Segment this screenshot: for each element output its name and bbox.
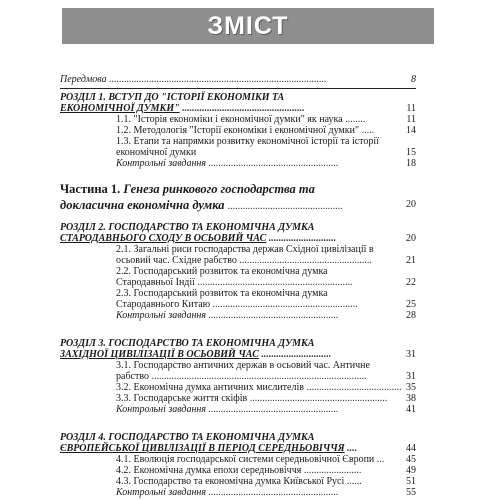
toc-page-number: 41: [406, 404, 416, 415]
toc-page-number: 22: [406, 277, 416, 288]
leader-dots: ............................: [261, 349, 332, 360]
toc-entry-2-control: [116, 310, 416, 321]
leader-dots: ....................................................: [208, 158, 339, 169]
toc-page-number: 11: [406, 103, 416, 114]
toc-entry-label: рабство: [116, 371, 149, 382]
toc-entry-3-1-line1: 3.1. Господарство античних держав в осьовий час. Античне: [116, 360, 370, 371]
toc-entry-2-1: [116, 255, 416, 266]
toc-entry-4-2: [116, 465, 416, 476]
toc-entry-3-3: [116, 393, 416, 404]
part-1-title: Генеза ринкового господарства та: [123, 182, 315, 196]
toc-entry-label: Контрольні завдання: [116, 487, 207, 498]
toc-entry-1-1: [116, 114, 416, 125]
toc-entry-2-2: [116, 277, 416, 288]
toc-page-number: 14: [406, 125, 416, 136]
leader-dots: ..............................................................: [197, 277, 353, 288]
toc-entry-1-3-line1: 1.3. Етапи та напрямки розвитку економічної історії та історії: [116, 136, 379, 147]
section-2-title-line2: СТАРОДАВНЬОГО СХОДУ В ОСЬОВИЙ ЧАС: [60, 233, 267, 244]
toc-page-number: 8: [411, 74, 416, 85]
leader-dots: .....: [361, 125, 375, 136]
toc-page-number: 31: [406, 349, 416, 360]
part-1-title-line1: [60, 182, 416, 196]
toc-page-number: 28: [406, 310, 416, 321]
divider: [60, 88, 416, 89]
toc-entry-label: Контрольні завдання: [116, 310, 207, 321]
toc-page-number: 21: [406, 255, 416, 266]
toc-entry-1-control: [116, 158, 416, 169]
leader-dots: ...: [376, 454, 385, 465]
leader-dots: ....: [347, 443, 358, 454]
leader-dots: ....................................................: [208, 404, 339, 415]
toc-entry-label: 3.3. Господарське життя скіфів: [116, 393, 248, 404]
toc-entry-section-4: [60, 443, 416, 454]
section-4-title-line2: ЄВРОПЕЙСЬКОЇ ЦИВІЛІЗАЦІЇ В ПЕРІОД СЕРЕДНЬОВІЧЧЯ: [60, 443, 345, 454]
toc-entry-3-1: [116, 371, 416, 382]
toc-page-number: 38: [406, 393, 416, 404]
toc-entry-3-control: [116, 404, 416, 415]
part-1-label: Частина 1.: [60, 182, 121, 196]
toc-entry-label: 4.2. Економічна думка епохи середньовіччя: [116, 465, 302, 476]
section-3-title-line2: ЗАХІДНОЇ ЦИВІЛІЗАЦІЇ В ОСЬОВИЙ ЧАС: [60, 349, 259, 360]
toc-entry-intro: [60, 74, 416, 85]
section-3-title-line1: РОЗДІЛ 3. ГОСПОДАРСТВО ТА ЕКОНОМІЧНА ДУМКА: [60, 338, 315, 349]
toc-page-number: 11: [406, 114, 416, 125]
leader-dots: ......: [346, 476, 362, 487]
toc-entry-label: 1.1. "Історія економіки і економічної думки" як наука: [116, 114, 343, 125]
toc-entry-4-1: [116, 454, 416, 465]
toc-entry-4-control: [116, 487, 416, 498]
leader-dots: ..............................................: [227, 201, 343, 212]
leader-dots: .......................................................: [249, 393, 388, 404]
leader-dots: .................................................: [182, 103, 305, 114]
section-1-title-line2: ЕКОНОМІЧНОЇ ДУМКИ": [60, 103, 180, 114]
toc-entry-2-3: [116, 299, 416, 310]
toc-page-number: 20: [406, 199, 416, 210]
leader-dots: .......................................................................................: [109, 74, 327, 85]
toc-page-number: 45: [406, 454, 416, 465]
toc-entry-label: Стародавньої Індії: [116, 277, 195, 288]
toc-entry-1-3: [116, 147, 416, 158]
leader-dots: ........: [345, 114, 366, 125]
title-banner: [62, 8, 434, 44]
toc-entry-label: 4.3. Господарство та економічна думка Київської Русі: [116, 476, 345, 487]
leader-dots: ......................................................................................: [151, 371, 367, 382]
section-4-title-line1: РОЗДІЛ 4. ГОСПОДАРСТВО ТА ЕКОНОМІЧНА ДУМКА: [60, 432, 315, 443]
leader-dots: .....................................................: [239, 255, 372, 266]
toc-page-number: 20: [406, 233, 416, 244]
toc-entry-label: Контрольні завдання: [116, 158, 207, 169]
toc-page-number: 15: [406, 147, 416, 158]
page-title: ЗМІСТ: [207, 11, 289, 40]
toc-entry-label: 1.2. Методологія "Історії економіки і економічної думки": [116, 125, 360, 136]
toc-page-number: 44: [406, 443, 416, 454]
leader-dots: ......................................: [306, 382, 402, 393]
toc-entry-label: 4.1. Еволюція господарської системи середньовічної Європи: [116, 454, 375, 465]
toc-page-number: 55: [406, 487, 416, 498]
toc-entry-2-1-line1: 2.1. Загальні риси господарства держав Східної цивілізації в: [116, 244, 374, 255]
leader-dots: .......................: [303, 465, 362, 476]
toc-page-number: 35: [406, 382, 416, 393]
section-1-title-line1: РОЗДІЛ 1. ВСТУП ДО "ІСТОРІЇ ЕКОНОМІКИ ТА: [60, 92, 285, 103]
toc-page-number: 49: [406, 465, 416, 476]
toc-entry-section-3: [60, 349, 416, 360]
leader-dots: ....................................................: [208, 487, 339, 498]
toc-entry-3-2: [116, 382, 416, 393]
leader-dots: ...........................: [268, 233, 337, 244]
toc-page-number: 51: [406, 476, 416, 487]
section-2-title-line1: РОЗДІЛ 2. ГОСПОДАРСТВО ТА ЕКОНОМІЧНА ДУМКА: [60, 222, 315, 233]
toc-entry-section-2: [60, 233, 416, 244]
toc-entry-2-2-line1: 2.2. Господарський розвиток та економічна думка: [116, 266, 328, 277]
toc-entry-4-3: [116, 476, 416, 487]
toc-entry-1-2: [116, 125, 416, 136]
toc-entry-label: 3.2. Економічна думка античних мислителів: [116, 382, 304, 393]
toc-entry-2-3-line1: 2.3. Господарський розвиток та економічна думка: [116, 288, 328, 299]
part-1-title-line2: докласична економічна думка: [60, 198, 225, 212]
toc-entry-label: осьовий час. Східне рабство: [116, 255, 237, 266]
toc-entry-section-1: [60, 103, 416, 114]
toc-entry-label: економічної думки: [116, 147, 197, 158]
toc-entry-label: Контрольні завдання: [116, 404, 207, 415]
toc-page-number: 31: [406, 371, 416, 382]
toc-entry-label: Передмова: [60, 74, 107, 85]
toc-entry-label: Стародавнього Китаю: [116, 299, 211, 310]
toc-page-number: 25: [406, 299, 416, 310]
toc-entry-part-1: [60, 198, 416, 214]
toc-page-number: 18: [406, 158, 416, 169]
leader-dots: ....................................................: [208, 310, 339, 321]
leader-dots: ..........................................................: [212, 299, 358, 310]
